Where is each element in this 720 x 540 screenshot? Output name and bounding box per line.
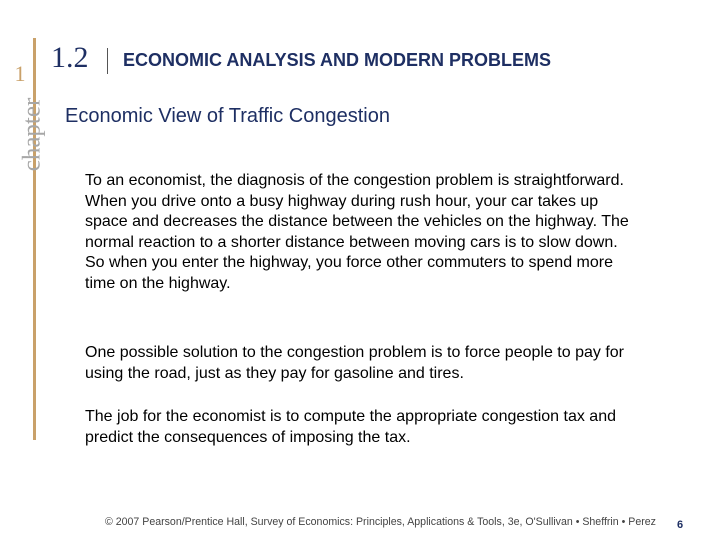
footer-copyright: © 2007 Pearson/Prentice Hall, Survey of Economics: Principles, Applications & Tools, 3e, O'Sullivan • Sheffrin • Perez [105, 516, 656, 528]
slide-subtitle: Economic View of Traffic Congestion [65, 105, 390, 127]
section-number: 1.2 [51, 41, 89, 74]
title-divider [107, 48, 108, 74]
chapter-label: chapter [18, 97, 46, 172]
page-number: 6 [677, 519, 684, 531]
paragraph-diagnosis: To an economist, the diagnosis of the congestion problem is straightforward. When you drive onto a busy highway during rush hour, your car takes up space and decreases the distance between the vehicles on the highway. The normal reaction to a shorter distance between moving cars is to slow down. So when you enter the highway, you force other commuters to spend more time on the highway. [85, 172, 629, 292]
paragraph-solution: One possible solution to the congestion problem is to force people to pay for using the road, just as they pay for gasoline and tires. [85, 344, 624, 382]
section-title: ECONOMIC ANALYSIS AND MODERN PROBLEMS [123, 50, 552, 70]
chapter-number: 1 [14, 61, 26, 86]
paragraph-economist-job: The job for the economist is to compute the appropriate congestion tax and predict the consequences of imposing the tax. [85, 408, 616, 446]
